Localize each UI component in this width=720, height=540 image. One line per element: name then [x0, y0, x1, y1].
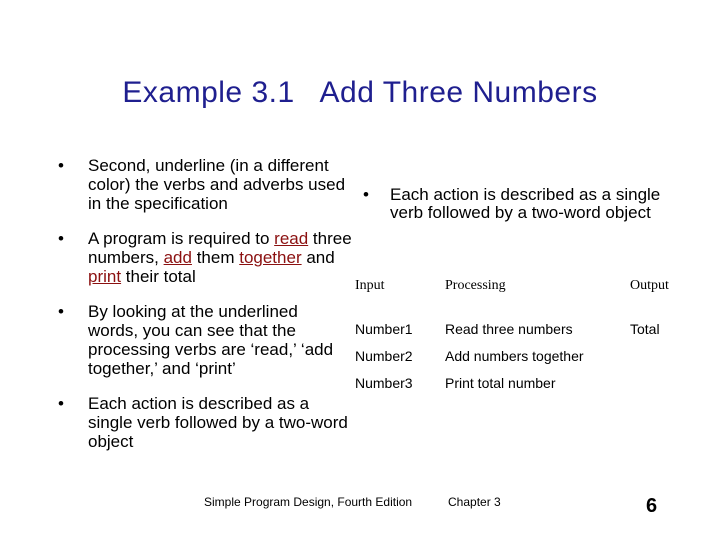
header-output: Output — [630, 278, 669, 293]
processing-cell: Read three numbers — [445, 321, 573, 337]
bullet-item — [58, 394, 350, 451]
underlined-verb: read — [274, 229, 309, 248]
bullet-item — [58, 302, 350, 378]
footer-chapter: Chapter 3 — [448, 495, 501, 509]
underlined-verb: print — [88, 267, 122, 286]
slide-title — [0, 76, 720, 110]
title-text: Add Three Numbers — [319, 76, 598, 109]
input-cell: Number2 — [355, 348, 413, 364]
underlined-verb: together — [239, 248, 302, 267]
bullet-item — [58, 156, 358, 213]
bullet-text: A program is required to read three numbers, add them together and print their total — [88, 229, 352, 286]
title-example-number: Example 3.1 — [122, 76, 295, 109]
output-cell: Total — [630, 321, 660, 337]
bullet-icon: • — [58, 302, 64, 321]
bullet-text: Each action is described as a single verb followed by a two-word object — [88, 394, 348, 451]
bullet-text: Each action is described as a single verb followed by a two-word object — [390, 185, 661, 222]
bullet-list — [58, 156, 352, 467]
right-bullet-item — [363, 186, 690, 222]
bullet-icon: • — [58, 394, 64, 413]
bullet-text: Second, underline (in a different color) the verbs and adverbs used in the specification — [88, 156, 346, 213]
bullet-text: By looking at the underlined words, you can see that the processing verbs are ‘read,’ ‘add together,’ and ‘print’ — [88, 302, 334, 378]
input-cell: Number3 — [355, 375, 413, 391]
input-cell: Number1 — [355, 321, 413, 337]
bullet-icon: • — [58, 156, 64, 175]
processing-cell: Add numbers together — [445, 348, 584, 364]
page-number: 6 — [646, 495, 658, 517]
footer-book-title: Simple Program Design, Fourth Edition — [204, 495, 413, 509]
bullet-icon: • — [363, 185, 369, 204]
processing-cell: Print total number — [445, 375, 556, 391]
header-input: Input — [355, 278, 385, 293]
underlined-verb: add — [163, 248, 192, 267]
header-processing: Processing — [445, 278, 506, 293]
bullet-item — [58, 229, 358, 286]
bullet-icon: • — [58, 229, 64, 248]
